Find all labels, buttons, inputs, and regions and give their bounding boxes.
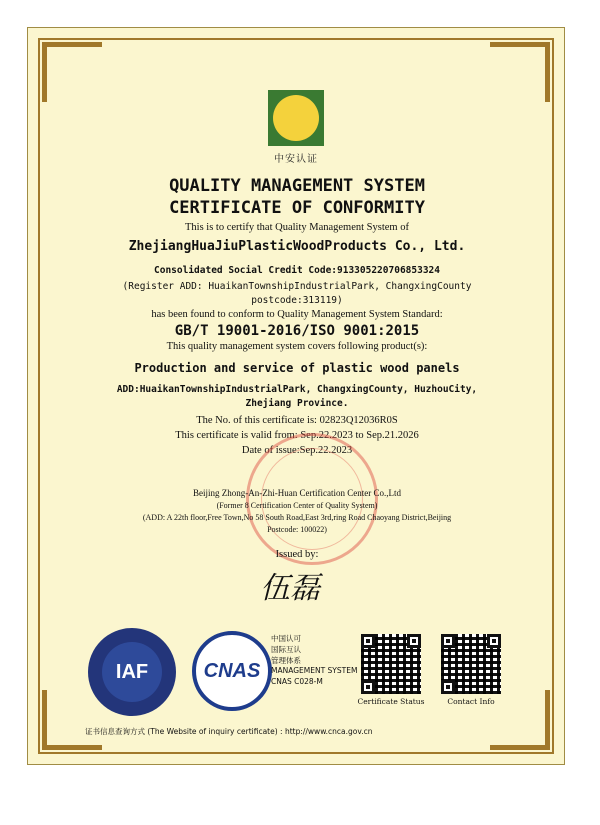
issued-by: Issued by:: [275, 549, 319, 560]
register-address-line2: postcode:313119): [251, 295, 343, 306]
covers-text: This quality management system covers following product(s):: [166, 341, 428, 352]
signature: 伍磊: [260, 571, 320, 606]
credit-code: Consolidated Social Credit Code:913305220706853324: [154, 265, 440, 276]
corner-ornament-bottom-left: [42, 690, 102, 750]
standard: GB/T 19001-2016/ISO 9001:2015: [174, 323, 420, 339]
register-address-line1: (Register ADD: HuaikanTownshipIndustrialPark, ChangxingCounty: [122, 281, 472, 292]
issuer-line4: Postcode: 100022): [267, 525, 327, 534]
conform-text: has been found to conform to Quality Management System Standard:: [151, 309, 443, 320]
inquiry-website: 证书信息查询方式 (The Website of inquiry certificate) : http://www.cnca.gov.cn: [85, 727, 373, 736]
iaf-logo-icon: [88, 628, 176, 716]
issuer-line2: (Former 8 Certification Center of Quality System): [216, 501, 378, 510]
status-qr-code-icon[interactable]: [361, 634, 421, 694]
corner-ornament-top-right: [490, 42, 550, 102]
address-line1: ADD:HuaikanTownshipIndustrialPark, ChangxingCounty, HuzhouCity,: [116, 384, 478, 395]
cnas-text-2: 国际互认: [271, 645, 301, 654]
cnas-text-1: 中国认可: [271, 634, 301, 643]
certifier-logo-icon: [268, 90, 324, 146]
scope: Production and service of plastic wood panels: [134, 361, 460, 375]
address-line2: Zhejiang Province.: [245, 398, 349, 409]
certificate-number: The No. of this certificate is: 02823Q12036R0S: [196, 415, 398, 426]
certificate: [27, 27, 565, 765]
official-seal: [246, 433, 378, 565]
cnas-text-4: MANAGEMENT SYSTEM: [271, 666, 358, 675]
title-line2: CERTIFICATE OF CONFORMITY: [169, 198, 425, 218]
company-name: ZhejiangHuaJiuPlasticWoodProducts Co., Ltd.: [128, 239, 466, 254]
cnas-text-3: 管理体系: [271, 656, 301, 665]
iaf-label: IAF: [102, 642, 162, 702]
title-line1: QUALITY MANAGEMENT SYSTEM: [169, 176, 425, 196]
issue-date: Date of issue:Sep.22.2023: [241, 445, 353, 456]
qr-label-status: Certificate Status: [357, 697, 425, 706]
logo-caption: 中安认证: [274, 154, 318, 165]
qr-label-contact: Contact Info: [447, 697, 495, 706]
cnas-logo-icon: [192, 631, 272, 711]
issuer-line3: (ADD: A 22th floor,Free Town,No 58 South Road,East 3rd,ring Road Chaoyang District,Beijing: [142, 513, 452, 522]
validity: This certificate is valid from: Sep.22.2023 to Sep.21.2026: [175, 430, 419, 441]
contact-qr-code-icon[interactable]: [441, 634, 501, 694]
cnas-label: CNAS: [203, 659, 261, 682]
cnas-text-5: CNAS C028-M: [271, 677, 323, 686]
issuer-line1: Beijing Zhong-An-Zhi-Huan Certification Center Co.,Ltd: [193, 488, 401, 498]
intro-text: This is to certify that Quality Management System of: [185, 222, 409, 233]
corner-ornament-top-left: [42, 42, 102, 102]
